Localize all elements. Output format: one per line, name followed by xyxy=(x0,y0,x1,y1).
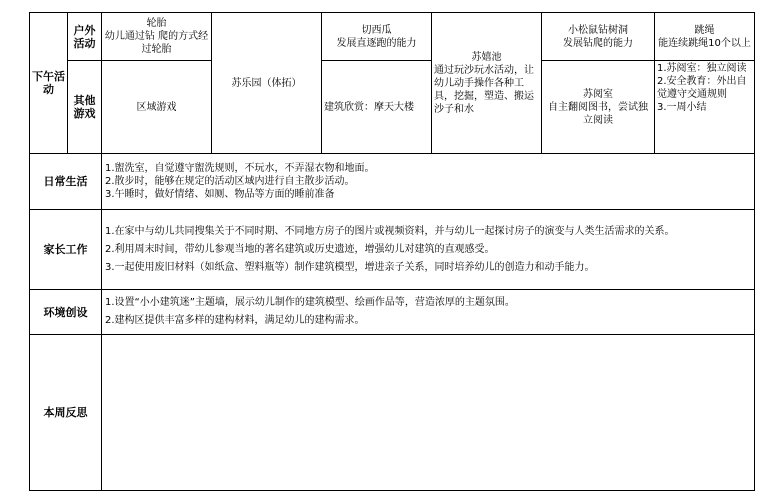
parent-work-item: 1.在家中与幼儿共同搜集关于不同时期、不同地方房子的图片或视频资料，并与幼儿一起探讨房子的演变与人类生活需求的关系。 xyxy=(105,225,675,237)
daily-life-item: 2.散步时，能够在规定的活动区域内进行自主散步活动。 xyxy=(105,176,355,187)
reflection-content[interactable] xyxy=(102,335,755,491)
daily-life-label: 日常生活 xyxy=(30,154,102,210)
tue-activity-cell: 苏乐园（体拓） xyxy=(212,13,322,154)
sat-outdoor-cell: 跳绳 能连续跳绳10个以上 xyxy=(655,13,755,61)
wed-other-cell: 建筑欣赏：摩天大楼 xyxy=(322,61,432,154)
parent-work-item: 2.利用周末时间，带幼儿参观当地的著名建筑或历史遗迹，增强幼儿对建筑的直观感受。 xyxy=(105,243,495,255)
fri-outdoor-cell: 小松鼠钻树洞 发展钻爬的能力 xyxy=(542,13,655,61)
environment-item: 2.建构区提供丰富多样的建构材料，满足幼儿的建构需求。 xyxy=(105,315,365,326)
parent-work-item: 3.一起使用废旧材料（如纸盒、塑料瓶等）制作建筑模型，增进亲子关系，同时培养幼儿的创造力和动手能力。 xyxy=(105,261,595,273)
wed-outdoor-cell: 切西瓜 发展直逐跑的能力 xyxy=(322,13,432,61)
other-games-label: 其他游戏 xyxy=(68,61,102,154)
parent-work-label: 家长工作 xyxy=(30,210,102,290)
sat-other-cell: 1.苏阅室：独立阅读 2.安全教育：外出自觉遵守交通规则 3.一周小结 xyxy=(655,61,755,154)
fri-other-cell: 苏阅室 自主翻阅图书，尝试独立阅读 xyxy=(542,61,655,154)
environment-content xyxy=(102,290,755,335)
daily-life-content xyxy=(102,154,755,210)
daily-life-item: 3.午睡时，做好情绪、如厕、物品等方面的睡前准备 xyxy=(105,189,335,200)
thu-body: 通过玩沙玩水活动，让幼儿动手操作各种工具，挖掘，塑造、搬运沙子和水 xyxy=(434,64,534,115)
thu-activity-cell xyxy=(432,13,542,154)
environment-item: 1.设置“小小建筑迷”主题墙，展示幼儿制作的建筑模型、绘画作品等，营造浓厚的主题氛围。 xyxy=(105,297,515,308)
reflection-label: 本周反思 xyxy=(30,335,102,491)
environment-label: 环境创设 xyxy=(30,290,102,335)
mon-other-cell: 区域游戏 xyxy=(102,61,212,154)
weekly-plan-table xyxy=(29,12,755,491)
thu-title: 苏嬉池 xyxy=(471,51,502,63)
mon-outdoor-cell: 轮胎 幼儿通过钻 爬的方式经过轮胎 xyxy=(102,13,212,61)
parent-work-content xyxy=(102,210,755,290)
afternoon-label: 下午活动 xyxy=(30,13,68,154)
outdoor-label: 户外活动 xyxy=(68,13,102,61)
daily-life-item: 1.盥洗室，自觉遵守盥洗规则，不玩水，不弄湿衣物和地面。 xyxy=(105,163,375,174)
